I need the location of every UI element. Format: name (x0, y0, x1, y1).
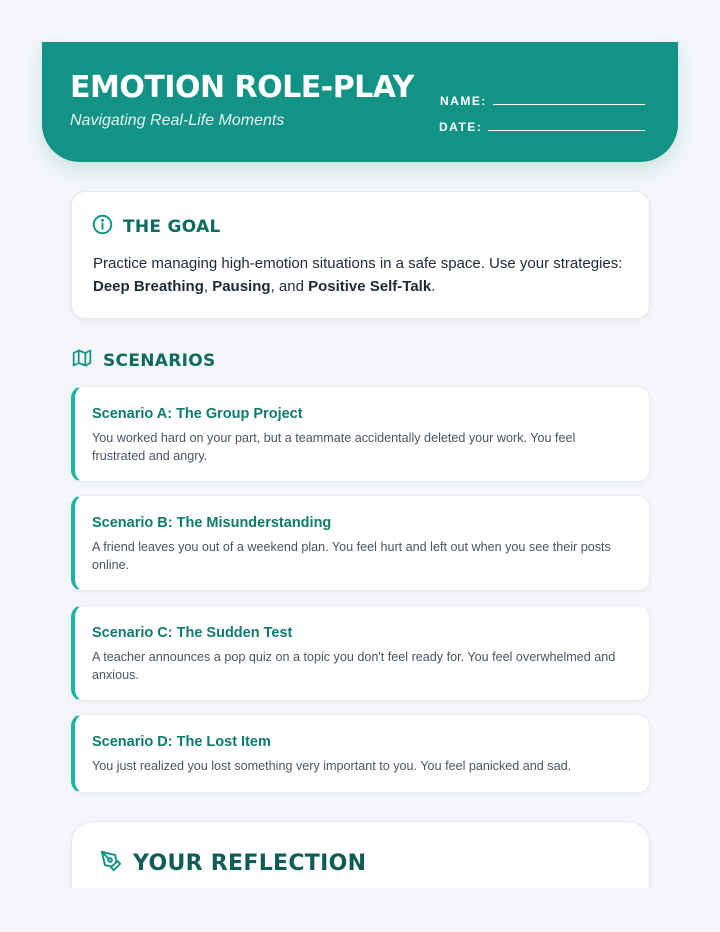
strategy-pausing: Pausing (212, 278, 271, 295)
goal-heading (92, 214, 221, 240)
scenario-title: Scenario B: The Misunderstanding (92, 515, 332, 531)
page-bottom-margin (0, 888, 720, 932)
date-field[interactable] (439, 119, 645, 134)
goal-card (71, 191, 650, 319)
goal-heading-label: THE GOAL (123, 217, 221, 237)
scenario-title: Scenario A: The Group Project (92, 406, 303, 422)
goal-separator: , and (270, 278, 309, 295)
map-icon (72, 348, 92, 373)
scenario-title: Scenario C: The Sudden Test (92, 625, 293, 641)
strategy-positive-self-talk: Positive Self-Talk (308, 278, 432, 295)
scenarios-heading (72, 348, 216, 373)
strategy-deep-breathing: Deep Breathing (93, 278, 204, 295)
pen-nib-icon (100, 850, 122, 877)
scenario-card (71, 714, 650, 793)
scenario-description: A teacher announces a pop quiz on a topic you don't feel ready for. You feel overwhelmed and anxious. (92, 650, 616, 682)
reflection-heading-label: YOUR REFLECTION (133, 851, 367, 876)
page-subtitle: Navigating Real-Life Moments (70, 112, 285, 129)
scenarios-heading-label: SCENARIOS (103, 350, 216, 371)
scenario-description: A friend leaves you out of a weekend plan. You feel hurt and left out when you see their posts online. (92, 540, 611, 572)
info-icon (92, 214, 113, 240)
scenario-description: You worked hard on your part, but a teammate accidentally deleted your work. You feel frustrated and angry. (92, 431, 576, 463)
scenario-description: You just realized you lost something very important to you. You feel panicked and sad. (92, 759, 572, 773)
page-title: EMOTION ROLE-PLAY (70, 70, 414, 105)
reflection-heading (100, 850, 366, 877)
goal-intro: Practice managing high-emotion situations in a safe space. Use your strategies: (93, 255, 623, 272)
name-line[interactable] (493, 93, 645, 105)
scenario-card (71, 605, 650, 701)
scenario-card (71, 386, 650, 482)
goal-separator: , (203, 278, 213, 295)
name-label: NAME: (440, 94, 487, 108)
name-field[interactable] (440, 93, 645, 108)
goal-text (93, 252, 638, 298)
scenario-card (71, 495, 650, 591)
date-label: DATE: (439, 120, 483, 134)
date-line[interactable] (488, 119, 645, 131)
scenario-title: Scenario D: The Lost Item (92, 734, 271, 750)
goal-period: . (431, 278, 436, 295)
page-header (42, 42, 678, 162)
